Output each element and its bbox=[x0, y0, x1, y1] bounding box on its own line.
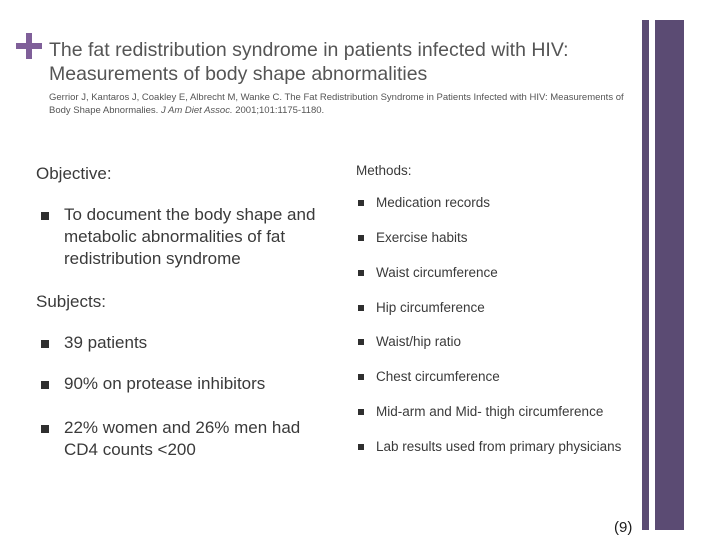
methods-item: Exercise habits bbox=[356, 230, 666, 246]
bullet-icon bbox=[41, 212, 49, 220]
methods-heading: Methods: bbox=[356, 163, 412, 178]
methods-item: Mid-arm and Mid- thigh circumference bbox=[356, 404, 666, 420]
bullet-icon bbox=[41, 381, 49, 389]
subjects-item: 39 patients bbox=[36, 332, 336, 354]
bullet-icon bbox=[358, 270, 364, 276]
bullet-icon bbox=[358, 339, 364, 345]
citation-journal: J Am Diet Assoc. bbox=[160, 105, 233, 116]
page-number: (9) bbox=[614, 519, 633, 536]
methods-item: Hip circumference bbox=[356, 300, 666, 316]
slide-title: The fat redistribution syndrome in patients infected with HIV: Measurements of body shape abnormalities bbox=[49, 39, 569, 85]
methods-item: Medication records bbox=[356, 195, 666, 211]
citation bbox=[49, 91, 629, 117]
plus-icon bbox=[16, 33, 42, 59]
objective-item: To document the body shape and metabolic abnormalities of fat redistribution syndrome bbox=[36, 204, 336, 270]
bullet-icon bbox=[358, 235, 364, 241]
citation-text: Gerrior J, Kantaros J, Coakley E, Albrecht M, Wanke C. The Fat Redistribution Syndrome in Patients Infected with HIV: Measurements of Body Shape Abnormalies. bbox=[49, 92, 624, 116]
bullet-icon bbox=[41, 425, 49, 433]
subjects-heading: Subjects: bbox=[36, 292, 106, 311]
methods-item: Waist/hip ratio bbox=[356, 334, 666, 350]
methods-item: Chest circumference bbox=[356, 369, 666, 385]
bullet-icon bbox=[41, 340, 49, 348]
citation-ref: 2001;101:1175-1180. bbox=[235, 105, 325, 116]
objective-heading: Objective: bbox=[36, 164, 112, 183]
bullet-icon bbox=[358, 374, 364, 380]
methods-item: Lab results used from primary physicians bbox=[356, 439, 666, 455]
bullet-icon bbox=[358, 200, 364, 206]
subjects-item: 90% on protease inhibitors bbox=[36, 373, 336, 395]
bullet-icon bbox=[358, 305, 364, 311]
bullet-icon bbox=[358, 409, 364, 415]
subjects-item: 22% women and 26% men had CD4 counts <200 bbox=[36, 417, 336, 461]
bullet-icon bbox=[358, 444, 364, 450]
methods-item: Waist circumference bbox=[356, 265, 666, 281]
